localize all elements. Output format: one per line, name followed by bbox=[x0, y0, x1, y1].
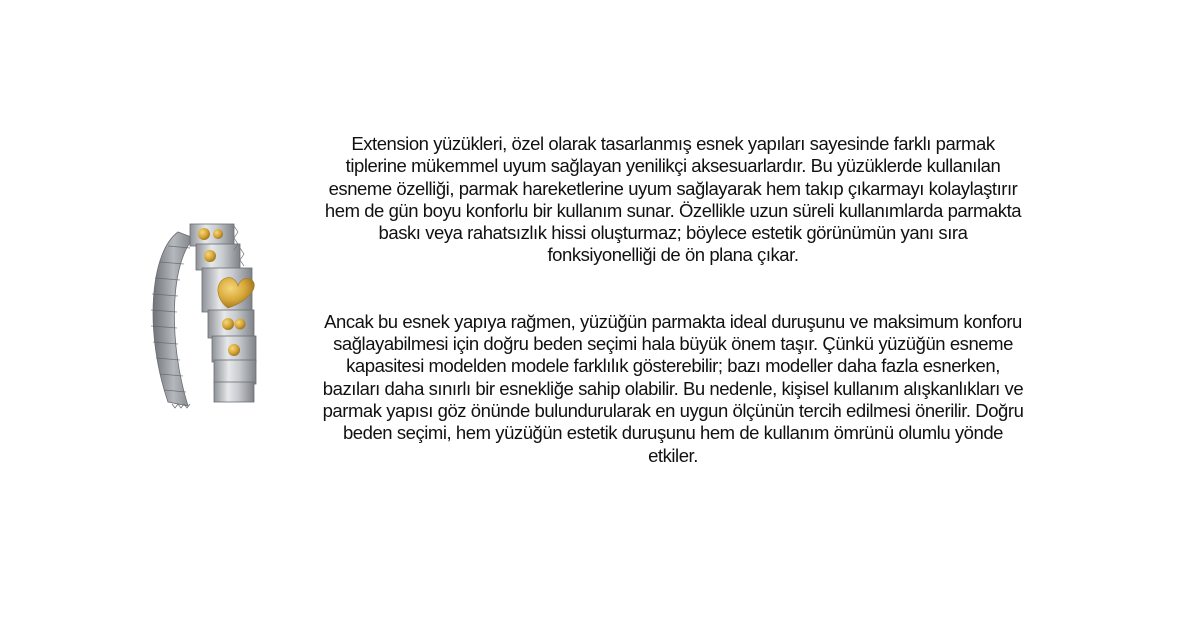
extension-ring-image bbox=[138, 212, 282, 414]
ring-front-links bbox=[190, 224, 256, 402]
article-text bbox=[322, 133, 1024, 467]
paragraph-1: Extension yüzükleri, özel olarak tasarlanmış esnek yapıları sayesinde farklı parmak tiplerine mükemmel uyum sağlayan yenilikçi aksesuarlardır. Bu yüzüklerde kullanılan esneme özelliği, parmak hareketlerine uyum sağlayarak hem takıp çıkarmayı kolaylaştırır hem de gün boyu konforlu bir kullanım sunar. Özellikle uzun süreli kullanımlarda parmakta baskı veya rahatsızlık hissi oluşturmaz; böylece estetik görünümün yanı sıra fonksiyonelliği de ön plana çıkar. bbox=[324, 133, 1022, 266]
paragraph-2: Ancak bu esnek yapıya rağmen, yüzüğün parmakta ideal duruşunu ve maksimum konforu sağlayabilmesi için doğru beden seçimi hala büyük önem taşır. Çünkü yüzüğün esneme kapasitesi modelden modele farklılık gösterebilir; bazı modeller daha fazla esnerken, bazıları daha sınırlı bir esnekliğe sahip olabilir. Bu nedenle, kişisel kullanım alışkanlıkları ve parmak yapısı göz önünde bulundurularak en uygun ölçünün tercih edilmesi önerilir. Doğru beden seçimi, hem yüzüğün estetik duruşunu hem de kullanım ömrünü olumlu yönde etkiler. bbox=[322, 310, 1024, 466]
ring-back-links bbox=[151, 232, 194, 408]
